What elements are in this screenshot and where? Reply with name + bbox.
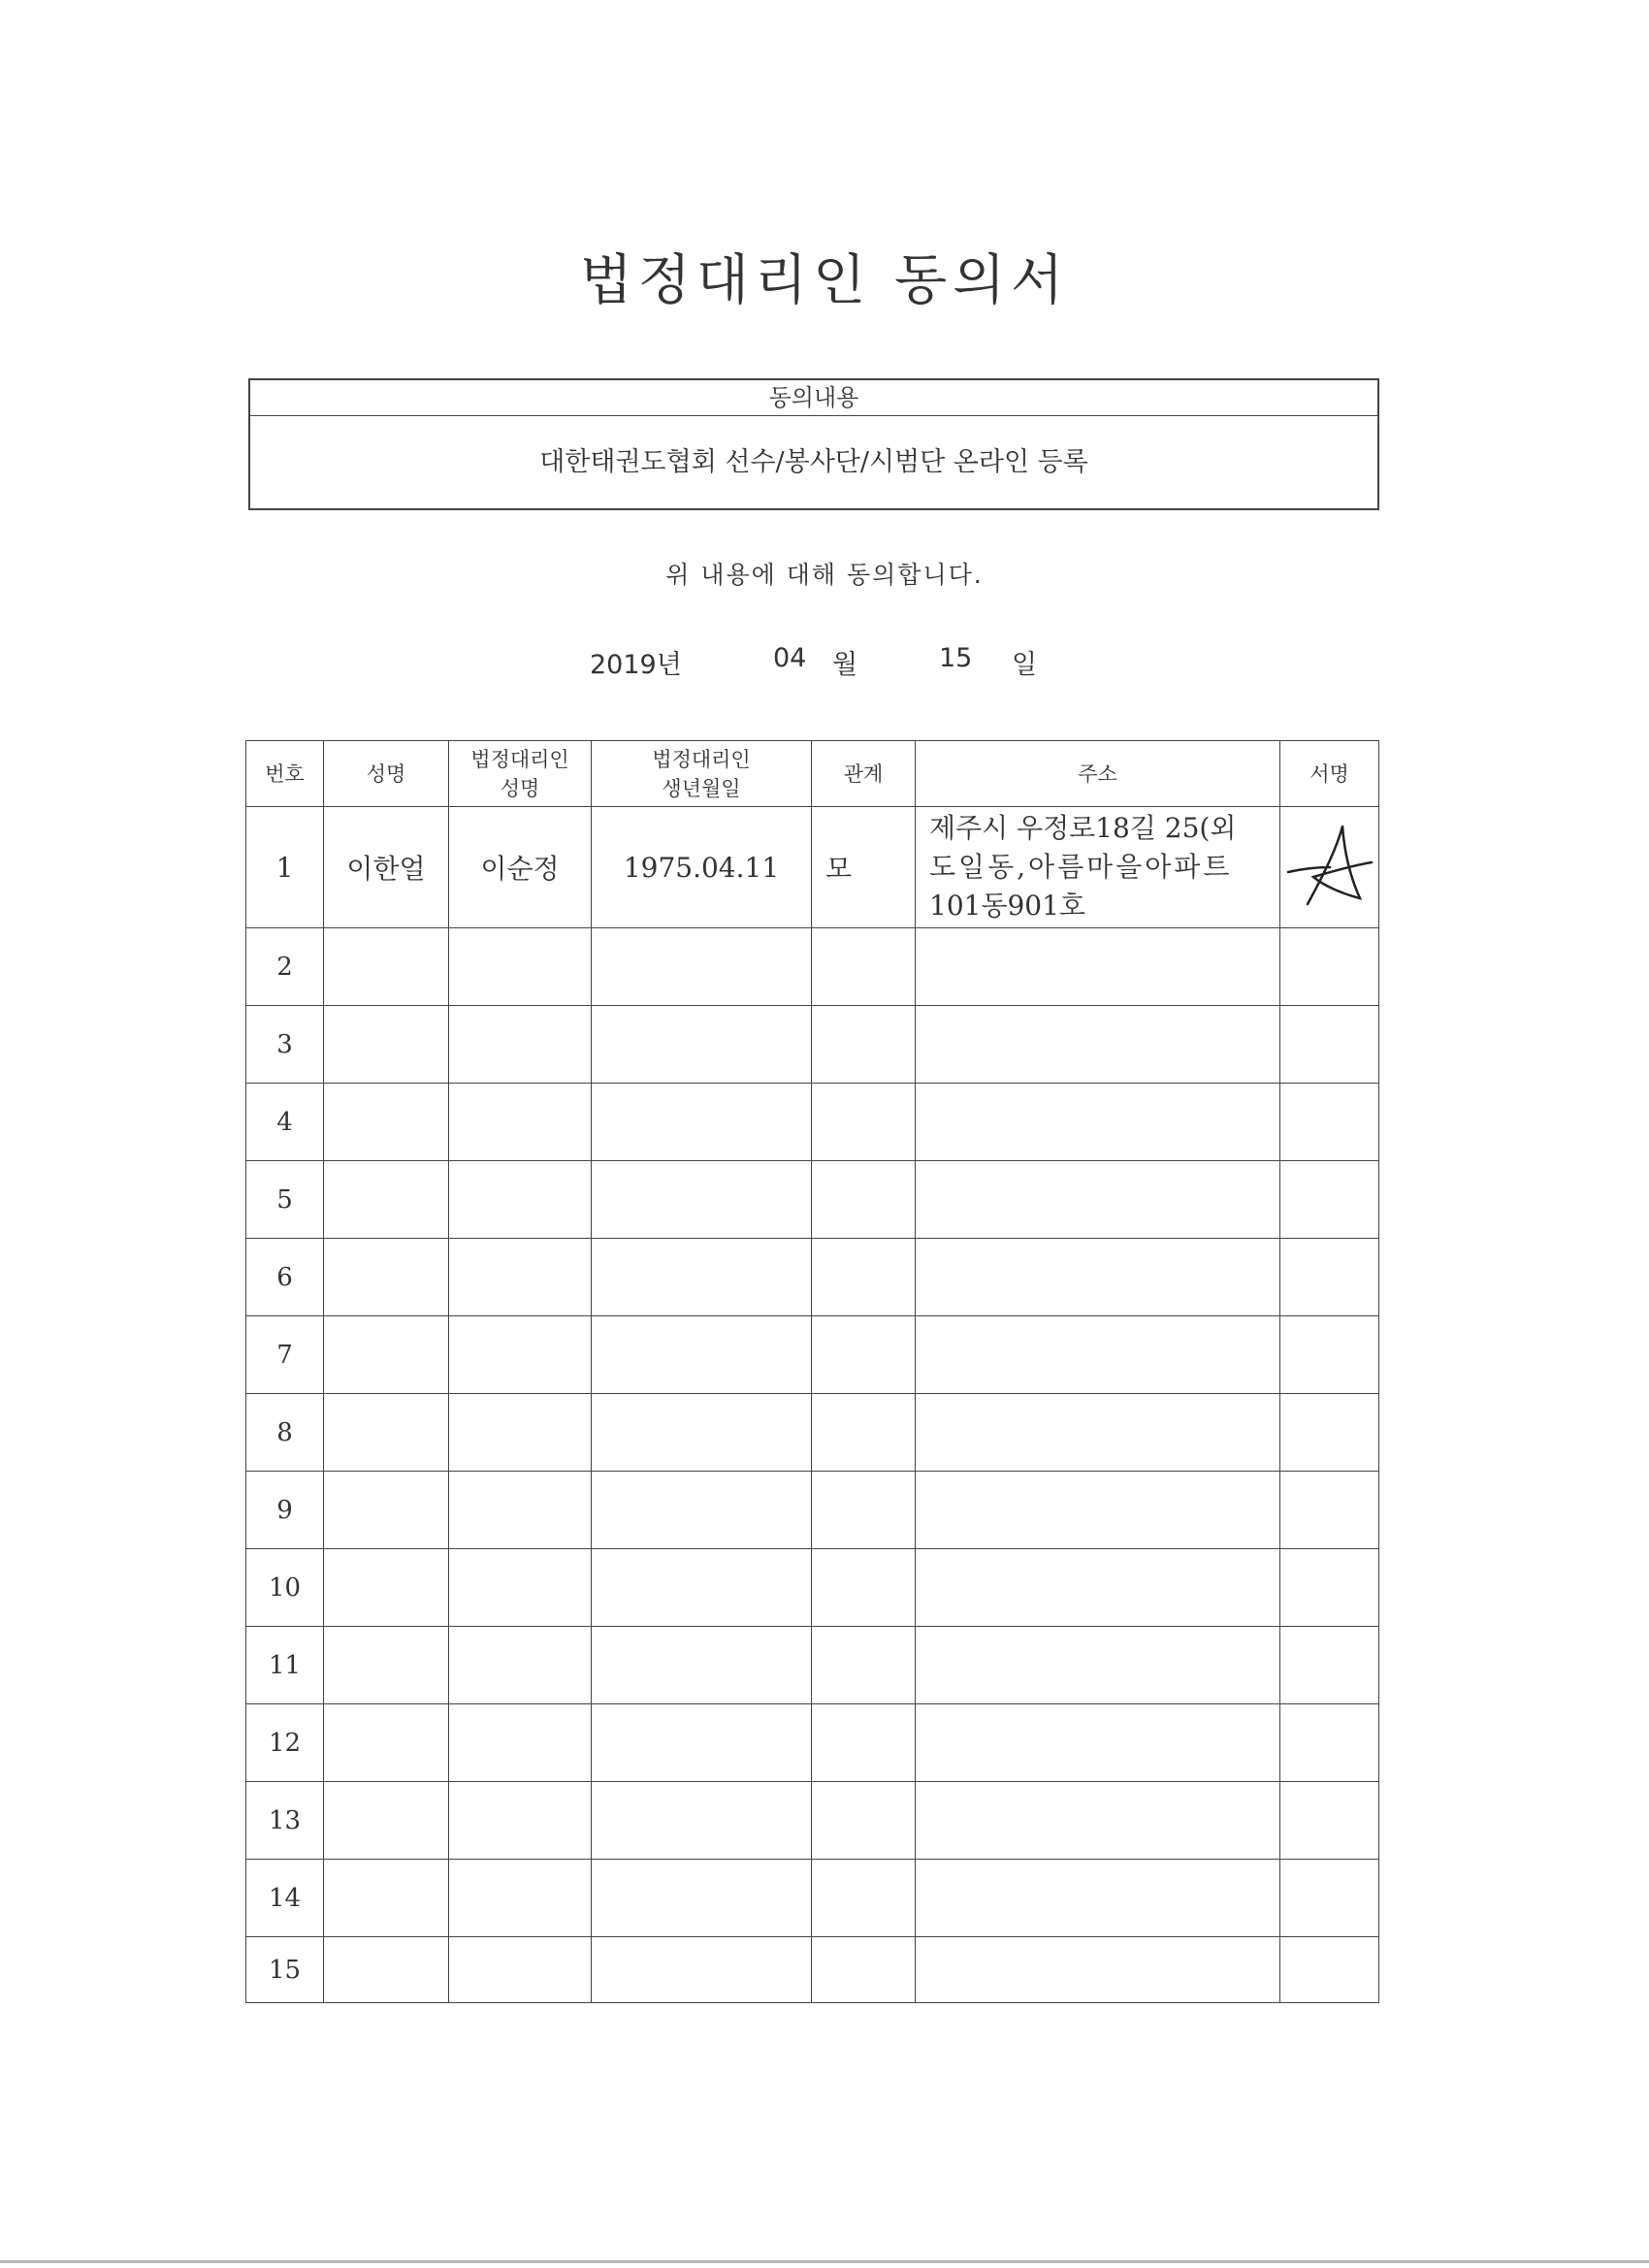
date-day-unit: 일 (1012, 650, 1038, 680)
cell-address (916, 1084, 1280, 1161)
cell-guardian-birth (592, 1782, 812, 1860)
cell-no: 1 (246, 807, 324, 928)
cell-signature (1280, 1084, 1379, 1161)
cell-guardian-birth (592, 1394, 812, 1472)
cell-guardian-birth (592, 928, 812, 1006)
cell-name (324, 1161, 449, 1239)
cell-guardian-birth (592, 1006, 812, 1084)
cell-guardian-birth (592, 1161, 812, 1239)
cell-signature (1280, 1782, 1379, 1860)
cell-no: 6 (246, 1239, 324, 1316)
cell-guardian-birth (592, 1860, 812, 1937)
cell-address (916, 1394, 1280, 1472)
cell-signature (1280, 928, 1379, 1006)
table-row (246, 1006, 1379, 1084)
cell-address (916, 1239, 1280, 1316)
cell-relation (812, 1006, 916, 1084)
table-row (246, 1549, 1379, 1627)
table-row (246, 1316, 1379, 1394)
cell-guardian-birth (592, 1084, 812, 1161)
cell-relation (812, 1549, 916, 1627)
table-row (246, 807, 1379, 928)
cell-guardian-name (449, 1549, 592, 1627)
table-row (246, 1860, 1379, 1937)
cell-guardian-name (449, 1627, 592, 1704)
header-relation: 관계 (812, 741, 916, 807)
cell-guardian-name (449, 1006, 592, 1084)
cell-no: 15 (246, 1937, 324, 2003)
header-guardian-name-line1: 법정대리인 (470, 747, 569, 771)
table-row (246, 1084, 1379, 1161)
consent-header: 동의내용 (250, 380, 1377, 416)
cell-relation (812, 1084, 916, 1161)
cell-address (916, 1316, 1280, 1394)
cell-signature (1280, 1627, 1379, 1704)
cell-guardian-name (449, 1084, 592, 1161)
cell-guardian-birth: 1975.04.11 (592, 807, 812, 928)
cell-guardian-birth (592, 1549, 812, 1627)
cell-signature (1280, 1549, 1379, 1627)
header-no: 번호 (246, 741, 324, 807)
cell-no: 3 (246, 1006, 324, 1084)
cell-name (324, 1704, 449, 1782)
cell-guardian-birth (592, 1472, 812, 1549)
cell-guardian-name (449, 928, 592, 1006)
table-row (246, 1239, 1379, 1316)
cell-no: 14 (246, 1860, 324, 1937)
cell-no: 7 (246, 1316, 324, 1394)
cell-relation (812, 1627, 916, 1704)
cell-address (916, 1860, 1280, 1937)
cell-relation (812, 1316, 916, 1394)
cell-address (916, 928, 1280, 1006)
cell-name (324, 928, 449, 1006)
cell-relation (812, 928, 916, 1006)
consent-box (248, 378, 1379, 510)
cell-relation (812, 1937, 916, 2003)
address-line-1: 제주시 우정로18길 25(외 (929, 812, 1237, 844)
cell-name (324, 1394, 449, 1472)
cell-guardian-name (449, 1239, 592, 1316)
cell-signature (1280, 1394, 1379, 1472)
cell-no: 13 (246, 1782, 324, 1860)
cell-no: 8 (246, 1394, 324, 1472)
header-guardian-birth-line2: 생년월일 (662, 776, 741, 800)
cell-guardian-name (449, 1704, 592, 1782)
cell-name (324, 1860, 449, 1937)
cell-signature (1280, 1704, 1379, 1782)
cell-signature (1280, 807, 1379, 928)
table-header-row (246, 741, 1379, 807)
cell-guardian-name (449, 1937, 592, 2003)
cell-signature (1280, 1006, 1379, 1084)
cell-relation (812, 1782, 916, 1860)
cell-name (324, 1937, 449, 2003)
cell-guardian-name (449, 1860, 592, 1937)
cell-guardian-birth (592, 1937, 812, 2003)
address-line-3: 101동901호 (929, 890, 1085, 922)
cell-no: 2 (246, 928, 324, 1006)
cell-relation (812, 1161, 916, 1239)
cell-signature (1280, 1937, 1379, 2003)
cell-address (916, 1627, 1280, 1704)
header-address: 주소 (916, 741, 1280, 807)
header-name: 성명 (324, 741, 449, 807)
header-guardian-birth (592, 741, 812, 807)
cell-address (916, 1549, 1280, 1627)
header-guardian-name-line2: 성명 (500, 776, 540, 800)
cell-name (324, 1472, 449, 1549)
cell-no: 11 (246, 1627, 324, 1704)
cell-name (324, 1549, 449, 1627)
cell-guardian-birth (592, 1239, 812, 1316)
cell-guardian-name (449, 1782, 592, 1860)
date-year: 2019년 (590, 650, 682, 680)
header-guardian-birth-line1: 법정대리인 (652, 747, 751, 771)
cell-address (916, 1782, 1280, 1860)
cell-guardian-name (449, 1472, 592, 1549)
cell-signature (1280, 1860, 1379, 1937)
table-row (246, 1161, 1379, 1239)
cell-relation (812, 1704, 916, 1782)
cell-address (916, 1472, 1280, 1549)
cell-address (916, 807, 1280, 928)
cell-signature (1280, 1239, 1379, 1316)
cell-relation (812, 1239, 916, 1316)
agreement-text: 위 내용에 대해 동의합니다. (665, 561, 984, 589)
address-line-2: 도일동,아름마을아파트 (929, 851, 1233, 883)
cell-name (324, 1782, 449, 1860)
cell-signature (1280, 1161, 1379, 1239)
cell-name: 이한얼 (324, 807, 449, 928)
table-row (246, 1782, 1379, 1860)
table-row (246, 1937, 1379, 2003)
cell-guardian-birth (592, 1316, 812, 1394)
cell-relation (812, 1472, 916, 1549)
cell-guardian-name (449, 1316, 592, 1394)
cell-no: 5 (246, 1161, 324, 1239)
cell-relation (812, 1394, 916, 1472)
cell-address (916, 1937, 1280, 2003)
table-row (246, 1627, 1379, 1704)
cell-relation (812, 1860, 916, 1937)
cell-no: 4 (246, 1084, 324, 1161)
cell-no: 12 (246, 1704, 324, 1782)
cell-name (324, 1006, 449, 1084)
cell-address (916, 1006, 1280, 1084)
cell-no: 10 (246, 1549, 324, 1627)
guardian-table (245, 740, 1379, 2003)
cell-guardian-birth (592, 1627, 812, 1704)
cell-relation: 모 (812, 807, 916, 928)
header-guardian-name (449, 741, 592, 807)
cell-guardian-name (449, 1394, 592, 1472)
table-row (246, 928, 1379, 1006)
date-day: 15 (939, 643, 973, 673)
handwritten-signature (1286, 819, 1374, 916)
table-row (246, 1472, 1379, 1549)
scan-edge-line (0, 2260, 1649, 2263)
cell-no: 9 (246, 1472, 324, 1549)
cell-signature (1280, 1472, 1379, 1549)
cell-name (324, 1627, 449, 1704)
header-signature: 서명 (1280, 741, 1379, 807)
cell-address (916, 1704, 1280, 1782)
cell-guardian-name (449, 1161, 592, 1239)
table-row (246, 1704, 1379, 1782)
cell-name (324, 1316, 449, 1394)
cell-address (916, 1161, 1280, 1239)
cell-signature (1280, 1316, 1379, 1394)
consent-content: 대한태권도협회 선수/봉사단/시범단 온라인 등록 (539, 447, 1088, 477)
cell-guardian-name: 이순정 (449, 807, 592, 928)
cell-name (324, 1084, 449, 1161)
cell-name (324, 1239, 449, 1316)
table-row (246, 1394, 1379, 1472)
date-month: 04 (773, 643, 807, 673)
table-body (246, 807, 1379, 2003)
date-month-unit: 월 (832, 650, 858, 680)
document-title: 법정대리인 동의서 (579, 249, 1070, 312)
cell-guardian-birth (592, 1704, 812, 1782)
